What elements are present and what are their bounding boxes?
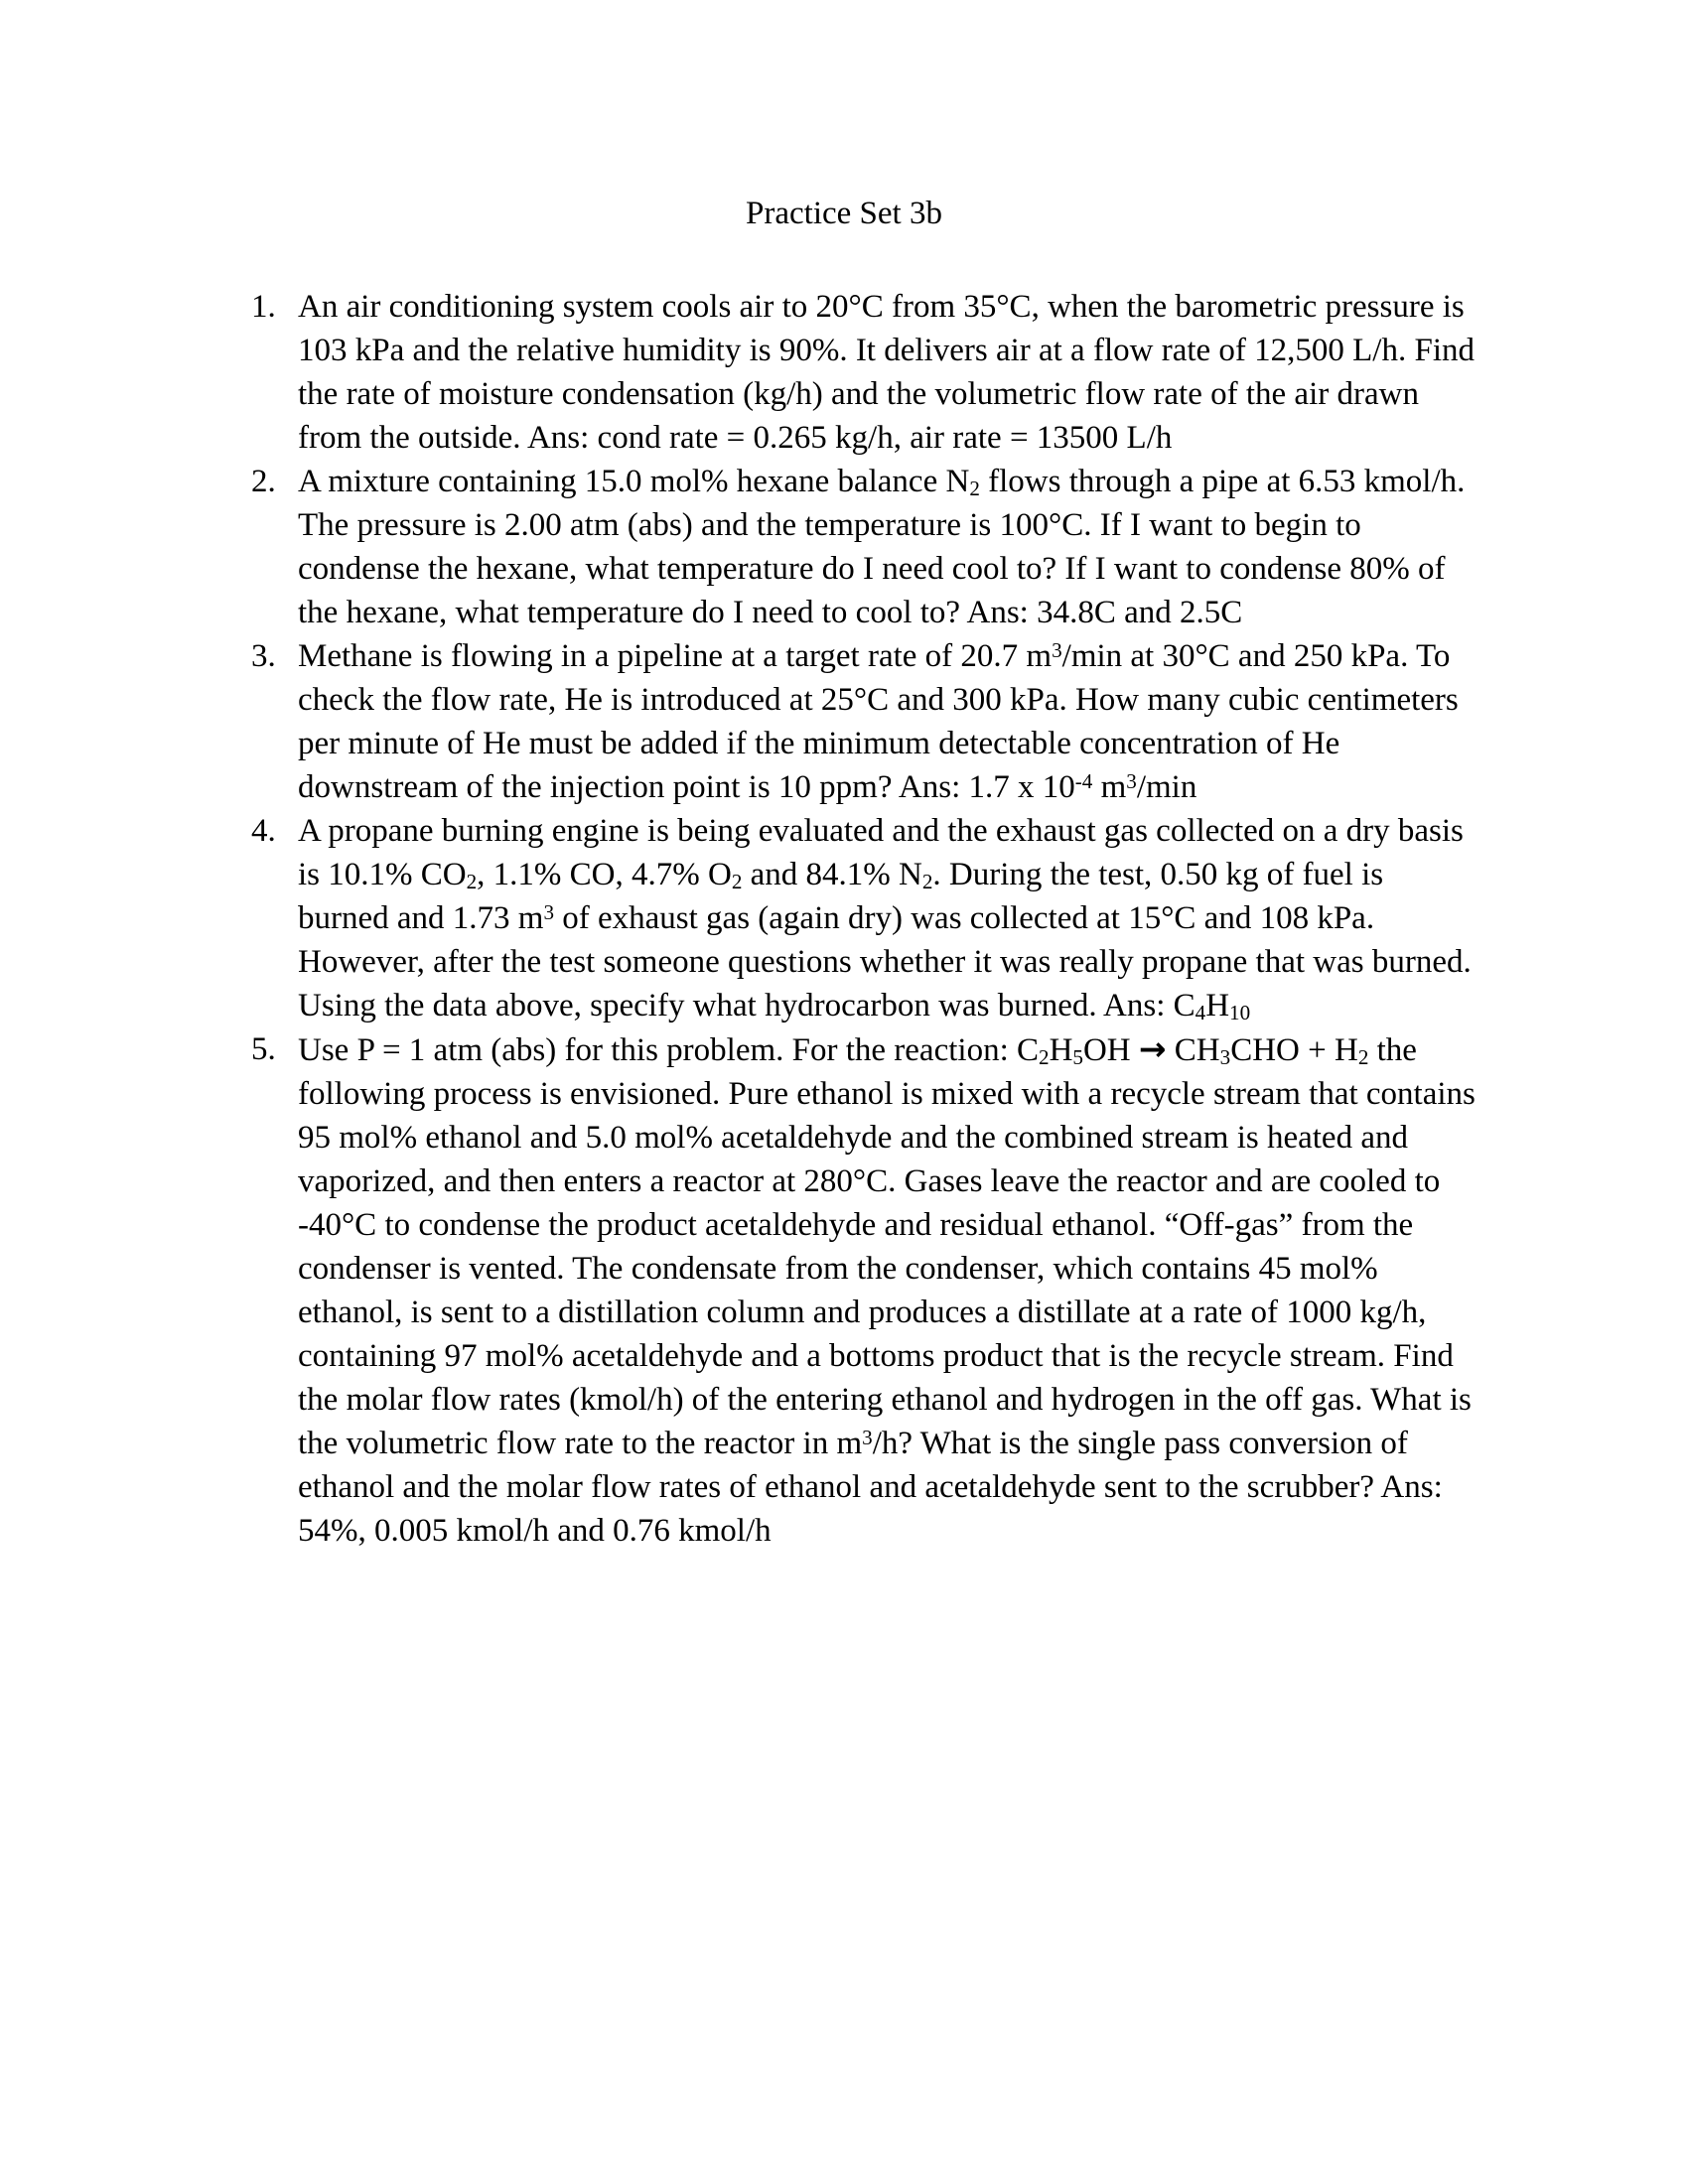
problem-line: vaporized, and then enters a reactor at 280°C. Gases leave the reactor and are cooled to xyxy=(298,1163,1441,1199)
problem-line: containing 97 mol% acetaldehyde and a bottoms product that is the recycle stream. Find xyxy=(298,1338,1454,1374)
problem-number: 4. xyxy=(251,813,276,849)
problem-item xyxy=(251,460,1542,634)
problem-line: The pressure is 2.00 atm (abs) and the temperature is 100°C. If I want to begin to xyxy=(298,507,1361,543)
problem-item xyxy=(251,285,1542,460)
problem-line: Using the data above, specify what hydrocarbon was burned. Ans: $C_4H_{10}$ xyxy=(298,988,1251,1024)
problem-number: 1. xyxy=(251,289,276,325)
problem-line: is 10.1% $CO_2$, 1.1% CO, 4.7% $O_2$ and 84.1% $N_2$. During the test, 0.50 kg of fuel is xyxy=(298,857,1384,893)
problem-line: the volumetric flow rate to the reactor in $m^3/h$? What is the single pass conversion of xyxy=(298,1425,1408,1461)
problem-line: condenser is vented. The condensate from the condenser, which contains 45 mol% xyxy=(298,1251,1378,1287)
problem-line: from the outside. Ans: cond rate = 0.265 kg/h, air rate = 13500 L/h xyxy=(298,420,1173,456)
problem-line: 95 mol% ethanol and 5.0 mol% acetaldehyde and the combined stream is heated and xyxy=(298,1120,1408,1156)
problem-line: 103 kPa and the relative humidity is 90%. It delivers air at a flow rate of 12,500 L/h. Find xyxy=(298,333,1475,368)
problem-line: condense the hexane, what temperature do I need cool to? If I want to condense 80% of xyxy=(298,551,1446,587)
problem-line: the molar flow rates (kmol/h) of the entering ethanol and hydrogen in the off gas. What is xyxy=(298,1382,1472,1418)
problem-line: Use P = 1 atm (abs) for this problem. For the reaction: $C_2H_5OH \to CH_3CHO + H_2$ the xyxy=(298,1029,1417,1069)
problem-line: A propane burning engine is being evaluated and the exhaust gas collected on a dry basis xyxy=(298,813,1464,849)
problem-text xyxy=(298,1027,1542,1553)
problem-text xyxy=(298,809,1542,1027)
problem-line: following process is envisioned. Pure ethanol is mixed with a recycle stream that contains xyxy=(298,1076,1476,1112)
problem-line: Methane is flowing in a pipeline at a target rate of 20.7 $m^3/\min$ at 30°C and 250 kPa. To xyxy=(298,637,1451,674)
problem-item xyxy=(251,809,1542,1027)
problem-list xyxy=(251,285,1542,1553)
problem-item xyxy=(251,1027,1542,1553)
problem-number: 2. xyxy=(251,464,276,499)
problem-line: An air conditioning system cools air to 20°C from 35°C, when the barometric pressure is xyxy=(298,289,1465,325)
problem-line: the rate of moisture condensation (kg/h) and the volumetric flow rate of the air drawn xyxy=(298,376,1419,412)
problem-line: per minute of He must be added if the minimum detectable concentration of He xyxy=(298,726,1340,761)
problem-line: A mixture containing 15.0 mol% hexane balance $N_2$ flows through a pipe at 6.53 kmol/h. xyxy=(298,464,1466,500)
problem-line: ethanol, is sent to a distillation column and produces a distillate at a rate of 1000 kg/h, xyxy=(298,1295,1427,1330)
problem-text xyxy=(298,460,1542,634)
problem-line: ethanol and the molar flow rates of ethanol and acetaldehyde sent to the scrubber? Ans: xyxy=(298,1469,1443,1505)
problem-line: check the flow rate, He is introduced at 25°C and 300 kPa. How many cubic centimeters xyxy=(298,682,1459,718)
problem-line: -40°C to condense the product acetaldehyde and residual ethanol. “Off-gas” from the xyxy=(298,1207,1414,1243)
problem-line: 54%, 0.005 kmol/h and 0.76 kmol/h xyxy=(298,1513,772,1549)
problem-item xyxy=(251,634,1542,809)
problem-line: burned and 1.73 $m^3$ of exhaust gas (again dry) was collected at 15°C and 108 kPa. xyxy=(298,899,1375,936)
problem-text xyxy=(298,634,1542,809)
problem-number: 3. xyxy=(251,638,276,674)
page-title: Practice Set 3b xyxy=(746,196,942,231)
problem-line: the hexane, what temperature do I need to cool to? Ans: 34.8C and 2.5C xyxy=(298,595,1243,630)
problem-number: 5. xyxy=(251,1031,276,1067)
problem-line: downstream of the injection point is 10 ppm? Ans: 1.7 x $10^{-4}$ $m^3/\min$ xyxy=(298,768,1197,805)
problem-line: However, after the test someone questions whether it was really propane that was burned. xyxy=(298,944,1472,980)
problem-text xyxy=(298,285,1542,460)
